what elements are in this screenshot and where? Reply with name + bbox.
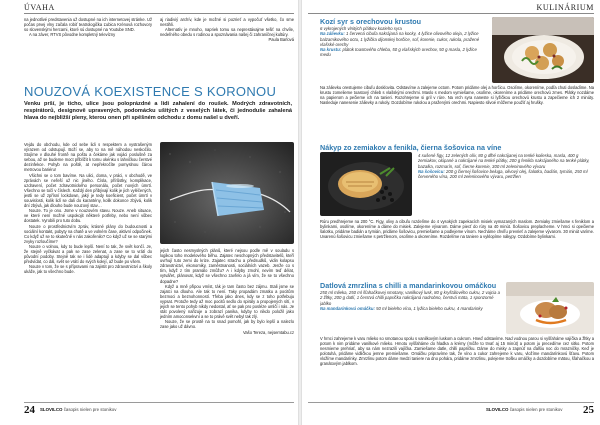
section-label: KULINÁRIUM [536,3,594,12]
article-column-1 [24,142,152,398]
ingredients-text: 6 vykrojených vlnitých plátkov kozieho syra [320,26,402,31]
ingredients-label: Na mandarinkovú omáčku: [320,305,375,311]
recipe-body-text: V hrnci zahrejeme k varu mlieko so smotanou spolu s vanilkovým luskom a cukrom. Hneď odstavíme. Nad vodnou parou si vyšľaháme vajíčka a žĺtky a potom k nim pridáme vanilkové mlieko. Hmotu vyšľaháme do hladka a krémy (môže to trvať aj 15 minút) a potom ju precedíme cez sitko. Potom nesmieme prehriať, aby sa nám nezrazili vajíčka. Zamiešame datle, chilli papričku. Dáme do misky a zapnúť na ďalšiu noc do mrazničky. Keď je polotuhá, pridáme vidličkou jemne premiešame. Omáčku pripravíme tak, že víno a cukor zahrejeme k varu, vložíme mandarínkovú šťavu. Potom vložíme mandarínky. Zmrzlinu potom dáme medzi taniere na dno pohára, pridáme zmrzlinu, polejeme trošku omáčky a dozdobíme mätou, šľahačkou a granátovým jablkom. [320,336,594,367]
publication-tagline: časopis nielen pre stonikov [509,407,563,412]
publication-brand: SLOVILCO [486,407,509,412]
ingredients-label: Na zálievku: [320,31,345,37]
ingredients-text: 4 sušené figy, 12 zelených olív, 80 g dlhé nakrájanej na tenké kolieska, masla, 400 g zemiakov, olúpané a nakrájané na tenké plátky, 200 g fenikla nakrájaného na tenké plátky, bazalka, rozmarín, soľ, čierne korenie, 300 ml zeleninového vývaru [418,153,590,169]
left-page [0,0,298,425]
goat-cheese-photo [492,17,594,83]
article-paragraph: Nouze. To je ono. Jsme v nouzovém stavu. Nouze. Aneb situace, ve které není možné uspokojit některé potřeby, nebo není vůbec dostatek. Vyrobili pro tuto dobu. [24,208,152,224]
recipe-3-ingredients [320,290,500,330]
article-lead: Venku prší, je ticho, ulice jsou poloprázdné a lidi zahalení do roušek. Modrých zdravotních, respirátorů, designově upravených, podomácku ušitých z veselých látek, či jednoduše zahalená hlava do nejbližší pleny, kterou onen při spěšném odchodu z domu našel u dveří. [24,101,292,121]
intro-column-1 [24,17,152,77]
article-paragraph: Nouze o prostřednictvím zpráv, krásné plány do budoucnosti a sociální kontakt, pobyty na chatě a ve volném čase, aktivní odpočinek. Co když už se to skutečně v nás zakořenilo? Co když už se se starými zvyky rozloučíme? [24,223,152,244]
article-paragraph: Když a mně připou vmíst, ták je tam často bez zájmu. Stali jsme se zajatci na dlouho. Ale tak to není. Taky propadám zmatku a pocitům bezmoci a beznohonností. Třeba jako dnes, kdy se z toho potřebuju vypsat. Protože tedy až moc pocitů sedlo do spirály a propojených sítí, v jejich se tento pohyb nikdy nedostal, ať se pak pro posléze umlčí i nás. Je stát povolený nařizuje a zobrazí panika, kdyby to nikdo položil jako jedním amoconsekvní a se to právě svět nebyl tak zlý. [160,283,294,320]
date-icecream-photo [506,282,594,334]
recipe-2-title: Nákyp zo zemiakov a fenikla, čierna šošovica na víne [320,143,502,152]
intro-paragraph: aj riadiviý archív, kde je možné si pozrieť a vypočuť všetko, čo sme nestihli. [160,17,294,28]
article-signature: Vašo Tereza, nejsemtabu.cz [242,329,294,335]
intro-paragraph: A na záver, RTVS pôvodne kompletný televízny [29,32,116,38]
face-mask-photo [160,142,294,244]
recipe-body-text: Rúru predhrejeme na 200 °C. Figy, olivy a cibuľu rozdelíme do 4 vysokých zapekacích misiek vymazaných maslom. Zemiaky zmiešame s feniklom a bylinkami, osolíme, okoreníme a dáme do misiek. Zalejeme vývarom. Dáme piecť do rúry na 40 minút. Šošovicu preplacheme. V hrnci si opečieme šalotku, pridáme badián a tymián, pridáme šošovicu, premiešame a podlejeme vínom. Necháme chvíľu prevrieť a zalejeme vývarom. 30 minút varíme. Uvarenú šošovicu zmiešame s petržlenom, osolíme a okoreníme. Rozdelíme na taniere a vyklopíme nákypy. Ozdobíme bylinkami. [320,219,594,240]
goat-cheese-image [492,17,594,83]
publication-brand: SLOVILCO [40,407,63,412]
potato-gratin-image [320,152,412,216]
recipe-1-ingredients [320,26,486,81]
article-paragraph: Vejdu do obchodu, kde od sebe lidi s respektem a vystrašeným výrazem od odstupují. Boží se, aby to na mě náhodou neskočilo. Stojíme v dlouhé frontě na poštu a čekáme jak vojáci poslušně za sebou, až se budeme moct přiblížit k tomu okénku s lahvičkou čerstvé dezinfekce. Pohyb na poště, at nepřekročíte pomyslnou čárou metrovou bariéru! [24,142,152,173]
article-paragraph: Všichni se o tom bavíme. Na ulici, doma, v práci, v obchodě, ve zprávách se neřeší už nic jiného. Čísla, přírůstky, komplikace, uzdravení, počet zdravotnického personálu, počet nových úmrtí. Všechno se točí v číslech. Každý den přibývají kolik je jich vyléčených, jestli se už zpřísní lockdown, jaký je tedy koeficient, počet úmrtí v souvislosti, kolik lidí se dali do karantény, kolik dokonce zbývá, kolik dní zbývá, jak dlouho bude nouzový stav… [24,172,152,209]
publication-line [486,407,562,412]
intro-column-2 [160,17,294,81]
article-paragraph: Nouze, že se prostě na to snad pomohl, jak by bylo lepší a nalezlo zase jako už dávno. [160,319,294,330]
article-headline: NOUZOVÁ KOEXISTENCE S KORONOU [24,84,277,99]
page-number: 24 [24,404,35,416]
page-number: 25 [583,404,594,416]
intro-paragraph: na jednotlivé predstavenia už dostupné na ich internetovej stránke. Už počas prvej vlny začala robiť teatrologička Ľubica Krénová rozhovory so slovenskými hercami, ktoré sú dostupné na Youtube SND. [24,17,152,33]
intro-paragraph: Alternatív je mnoho, napriek tomu sa neprestávajme tešiť na chvíle, nedeľného obedu s rodinou a spoznávania našej či zahraničnej kultúry. [160,27,294,38]
ingredients-label: Na šošovicu: [418,168,445,174]
ingredients-text: 1 červená cibuľa nakrájaná na kocky, 4 lyžice olivového oleja, 2 lyžice balzamikového octu, 1 lyžička dijonskej horčice, soľ, korenie, cukor, rukola, pražené vlašské orechy [320,31,480,47]
right-page [302,0,600,425]
footer-rule [24,402,294,403]
ingredients-text: 200 g čiernej šošovice beluga, olivový olej, šalotka, badián, tymián, 250 ml červeného vína, 200 ml zeleninového vývaru, petržlen [418,168,588,180]
ingredients-text: 50 ml bieleho vína, 1 lyžica bieleho cukru, 4 mandarinky [376,305,483,311]
footer-rule [308,402,594,403]
recipe-2-body [320,219,594,279]
article-paragraph: jejich často nesmyslných plánů, které nejsou podle mě v souladu s logikou toho modelového běhu. Zajatec neschopných představitelů, kteří uvrhují tuto zemi do krize. Zajatec strachu a předsudků, vidin kolapsu zdravotnictví, ekonomiky, zaměstnanosti, sociálních vazeb. Jenže co s tím, když z tím pramálo zmůžu? A i kdyby zmohl, nevím teď délat, vytvářet, plánovat, když se všechno zavřelo a já vím, že se to všechno dopadne? [160,248,294,284]
header-rule [24,13,294,14]
section-label: ÚVAHA [24,3,55,12]
publication-line [40,407,116,412]
ingredients-text: plátok toastového chleba, 50 g vlašských orechov, 50 g masla, 2 lyžice medu [320,47,477,58]
recipe-3-body [320,336,594,398]
recipe-1-body [320,85,594,141]
publication-tagline: časopis nielen pre stonikov [63,407,117,412]
recipe-body-text: Na zálievku orestujeme cibuľu dosklovita. Odstavíme a zalejeme octom. Potom pridáme olej a horčicu. Osolíme, okoreníme, podľa chuti dosladíme. Na krustu zomelieme toastový chlieb s vlašskými orechmi. Maslo s medom vymiešame, osolíme, okoreníme a pridáme orechovú zmes. Plátky nozdáme na papierom a pečieme ich na tanieri. Rozohrejeme si gril v rúre. Na vrch syra naneste si lyžičkou orechovú krustu a zapečieme ich 2 minúty. Nasleduje nanesenie zálievky a rukoly. Dozdobíme rukolou a praženými orechmi. Napiesto slivoé môžeme použiť aj hrušky. [320,85,594,106]
ingredients-text: 250 ml mlieka, 250 ml šľahačkovej smotany, vanilkový lusk, 80 g kryštálového cukru, 2 vajcia a 2 žĺtky, 200 g datlí, 1 čerstvá chilli paprička nakrájaná nadrobno, čerstvá mäta, 1 sponzorné jablko [320,290,500,306]
potato-gratin-photo [320,152,412,216]
face-mask-image [160,142,294,244]
article-paragraph: Nouze o volnou, kdy to bude lepší. Není to tak, že svět končí. Je, že stejně vyčkávat a pak se zase zelenat, a zase se to vrátí do původní podoby. Stejně tak se i lidé adaptují a kdyby se dal vůbec předvídat, co dál, svět se vrátí do svých kolejí, až bude po všem. [24,243,152,265]
header-rule [308,13,594,14]
ingredients-label: Na krustu: [320,47,342,53]
recipe-1-title: Kozí syr s orechovou krustou [320,17,422,26]
article-column-2 [160,248,294,398]
article-paragraph: Nouze v tom, že se s přípravami na zajistit pro zdravotnictví a školy ukáže, jak to všechno bude. [24,264,152,275]
date-icecream-image [506,282,594,334]
recipe-3-title: Datlová zmrzlina s chilli a mandarinkovou omáčkou [320,281,497,290]
recipe-2-ingredients [418,153,594,217]
intro-signature: Paula Barlová [268,37,294,43]
